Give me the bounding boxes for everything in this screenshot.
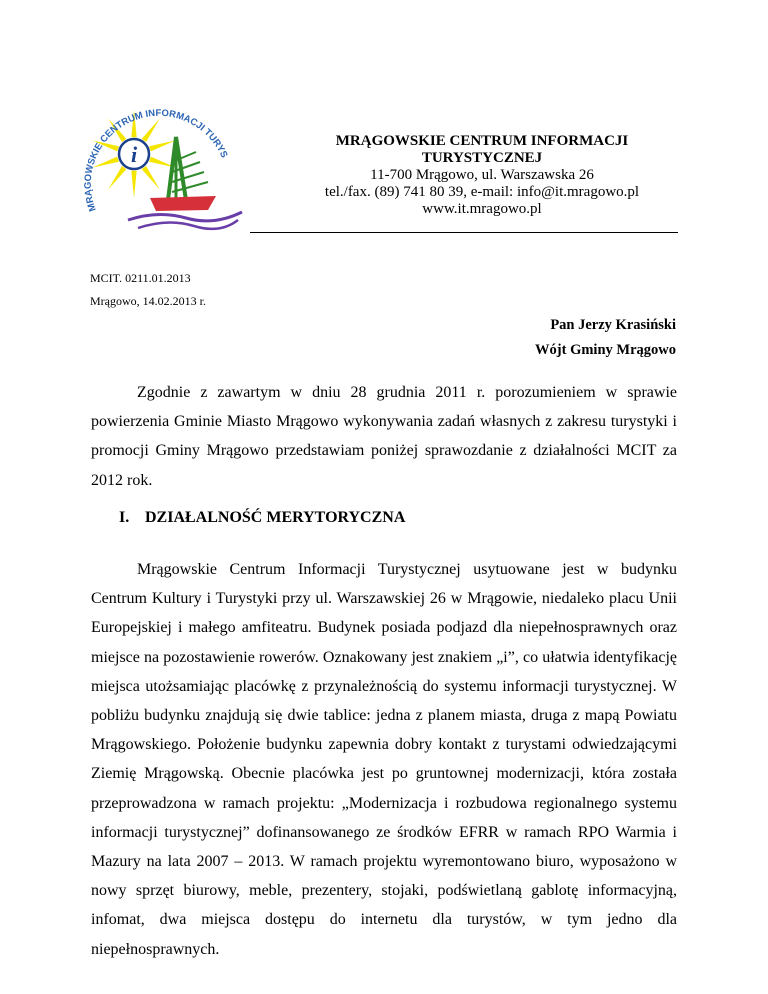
sun-ray [131, 171, 136, 198]
sun-ray [149, 140, 176, 151]
place-date: Mrągowo, 14.02.2013 r. [90, 294, 206, 308]
logo-graphic [76, 92, 244, 242]
boat-icon [150, 196, 216, 211]
logo-ring-text: MRĄGOWSKIE CENTRUM INFORMACJI TURYS [82, 107, 230, 213]
recipient-title: Wójt Gminy Mrągowo [535, 342, 676, 358]
org-address: 11-700 Mrągowo, ul. Warszawska 26 [370, 167, 594, 183]
sun-ray [108, 166, 126, 190]
tree-icon [168, 137, 208, 204]
sun-ray [142, 166, 160, 190]
intro-paragraph: Zgodnie z zawartym w dniu 28 grudnia 2011 r. porozumieniem w sprawie powierzenia Gminie Miasto Mrągowo wykonywania zadań własnych z zakresu turystyki i promocji Gminy Mrągowo przedstawiam poniżej sprawozdanie z działalności MCIT za 2012 rok. [91, 384, 677, 489]
section-title: DZIAŁALNOŚĆ MERYTORYCZNA [145, 509, 406, 526]
logo [76, 92, 244, 242]
section-number: I. [119, 509, 130, 526]
wave-icon [138, 220, 238, 229]
wave-icon [128, 212, 242, 221]
org-name-line-1: MRĄGOWSKIE CENTRUM INFORMACJI [335, 133, 629, 149]
org-contact: tel./fax. (89) 741 80 39, e-mail: info@it.mragowo.pl [324, 184, 640, 200]
org-name-line-2: TURYSTYCZNEJ [421, 150, 543, 166]
recipient-name: Pan Jerzy Krasiński [550, 317, 676, 333]
sun-ray [142, 118, 160, 142]
body-paragraph: Mrągowskie Centrum Informacji Turystycznej usytuowane jest w budynku Centrum Kultury i Turystyki przy ul. Warszawskiej 26 w Mrągowie, niedaleko placu Unii Europejskiej i małego amfiteatru. Budynek posiada podjazd dla niepełnosprawnych oraz miejsce na pozostawienie rowerów. Oznakowany jest znakiem „i”, co ułatwia identyfikację miejsca utożsamiając placówkę z przynależnością do systemu informacji turystycznej. W pobliżu budynku znajdują się dwie tablice: jedna z planem miasta, druga z mapą Powiatu Mrągowskiego. Położenie budynku zapewnia dobry kontakt z turystami odwiedzającymi Ziemię Mrągowską. Obecnie placówka jest po gruntownej modernizacji, która została przeprowadzona w ramach projektu: „Modernizacja i rozbudowa regionalnego systemu informacji turystycznej” dofinansowanego ze środków EFRR w ramach RPO Warmia i Mazury na lata 2007 – 2013. W ramach projektu wyremontowano biuro, wyposażono w nowy sprzęt biurowy, meble, prezentery, stojaki, podświetlaną gablotę informacyjną, infomat, dwa miejsca dostępu do internetu dla turystów, w tym jedno dla niepełnosprawnych. [91, 561, 677, 958]
info-letter: i [130, 142, 138, 167]
org-website: www.it.mragowo.pl [422, 201, 542, 217]
section-heading [119, 509, 405, 527]
header-divider [250, 232, 678, 233]
letterhead [272, 133, 692, 218]
reference-number: MCIT. 0211.01.2013 [90, 271, 191, 285]
